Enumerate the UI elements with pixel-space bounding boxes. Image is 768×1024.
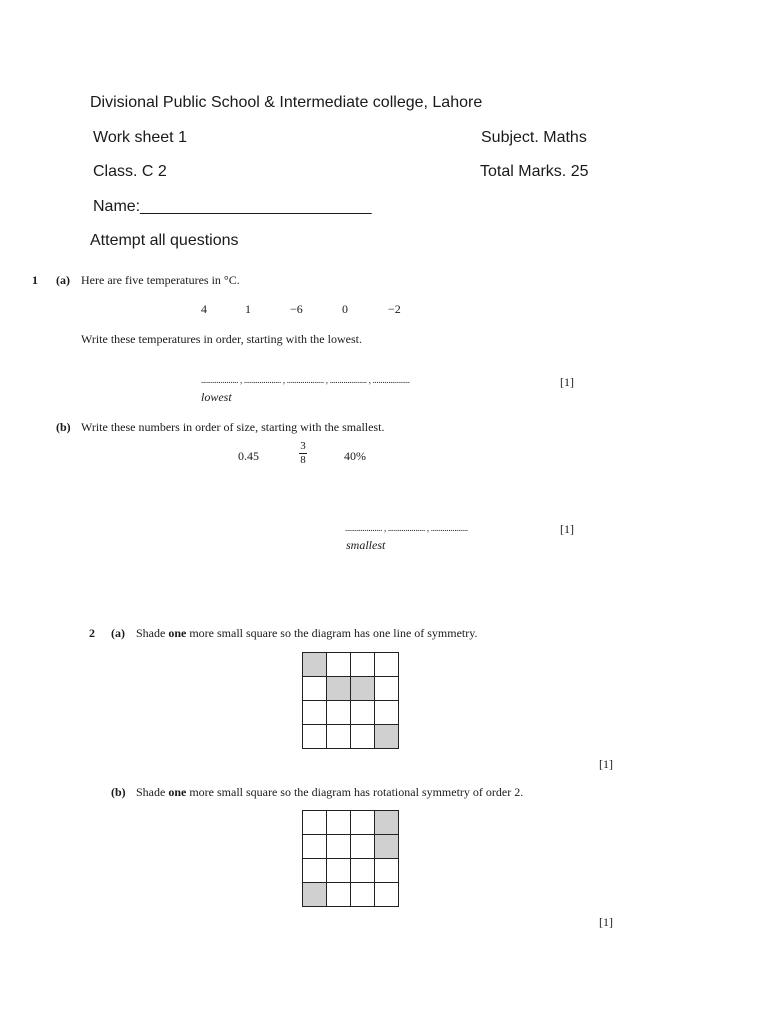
temp-5: −2 bbox=[388, 302, 401, 316]
grid-a-cell-1-0[interactable] bbox=[303, 677, 327, 701]
total-marks-label: Total Marks. 25 bbox=[480, 163, 589, 180]
q1a-answer-line: ................... , ................... , ................... , ................... , ................... bbox=[201, 375, 410, 385]
grid-b-cell-0-3[interactable] bbox=[375, 811, 399, 835]
grid-b-cell-1-0[interactable] bbox=[303, 835, 327, 859]
q1b-mark: [1] bbox=[560, 522, 574, 536]
q1a-hint: lowest bbox=[201, 390, 232, 404]
grid-a-cell-0-0[interactable] bbox=[303, 653, 327, 677]
q1b-answer-line: ................... , ................... , ................... bbox=[345, 523, 468, 533]
fraction-numerator: 3 bbox=[300, 440, 306, 452]
class-label: Class. C 2 bbox=[93, 163, 167, 180]
grid-b-cell-2-3[interactable] bbox=[375, 859, 399, 883]
temp-2: 1 bbox=[245, 302, 251, 316]
grid-a-cell-2-0[interactable] bbox=[303, 701, 327, 725]
q1a-label: (a) bbox=[56, 273, 70, 287]
grid-b-cell-0-0[interactable] bbox=[303, 811, 327, 835]
q1a-mark: [1] bbox=[560, 375, 574, 389]
q2b-prompt-pre: Shade bbox=[136, 785, 169, 799]
grid-a-cell-3-2[interactable] bbox=[351, 725, 375, 749]
q1b-hint: smallest bbox=[346, 538, 386, 552]
name-field: Name:__________________________ bbox=[93, 198, 372, 215]
grid-b-cell-1-1[interactable] bbox=[327, 835, 351, 859]
q1b-label: (b) bbox=[56, 420, 71, 434]
grid-b-cell-3-2[interactable] bbox=[351, 883, 375, 907]
school-title: Divisional Public School & Intermediate college, Lahore bbox=[90, 94, 483, 111]
grid-b-cell-0-1[interactable] bbox=[327, 811, 351, 835]
subject-label: Subject. Maths bbox=[481, 129, 587, 146]
temp-1: 4 bbox=[201, 302, 207, 316]
value-decimal: 0.45 bbox=[238, 449, 259, 463]
grid-a-cell-1-2[interactable] bbox=[351, 677, 375, 701]
q2b-mark: [1] bbox=[599, 915, 613, 929]
grid-a-cell-0-1[interactable] bbox=[327, 653, 351, 677]
q2a-prompt-pre: Shade bbox=[136, 626, 169, 640]
q2b-prompt-post: more small square so the diagram has rotational symmetry of order 2. bbox=[186, 785, 524, 799]
grid-b-cell-1-2[interactable] bbox=[351, 835, 375, 859]
grid-a-cell-0-2[interactable] bbox=[351, 653, 375, 677]
temp-3: −6 bbox=[290, 302, 303, 316]
grid-a-cell-3-0[interactable] bbox=[303, 725, 327, 749]
q1-number: 1 bbox=[32, 273, 38, 287]
grid-b-cell-0-2[interactable] bbox=[351, 811, 375, 835]
symmetry-grid-a[interactable] bbox=[302, 652, 399, 749]
fraction-denominator: 8 bbox=[300, 454, 306, 466]
grid-b-cell-2-1[interactable] bbox=[327, 859, 351, 883]
value-fraction bbox=[299, 441, 307, 468]
q2a-prompt-bold: one bbox=[168, 626, 187, 640]
grid-a-cell-1-3[interactable] bbox=[375, 677, 399, 701]
instruction-text: Attempt all questions bbox=[90, 232, 239, 249]
q2a-prompt bbox=[136, 626, 477, 641]
q2b-label: (b) bbox=[111, 785, 126, 799]
q1b-prompt: Write these numbers in order of size, starting with the smallest. bbox=[81, 420, 385, 434]
grid-b-cell-2-0[interactable] bbox=[303, 859, 327, 883]
grid-a-cell-3-1[interactable] bbox=[327, 725, 351, 749]
temp-4: 0 bbox=[342, 302, 348, 316]
q1a-instruction: Write these temperatures in order, starting with the lowest. bbox=[81, 332, 362, 346]
grid-a-cell-0-3[interactable] bbox=[375, 653, 399, 677]
grid-b-cell-1-3[interactable] bbox=[375, 835, 399, 859]
grid-a-cell-2-2[interactable] bbox=[351, 701, 375, 725]
value-percent: 40% bbox=[344, 449, 366, 463]
q2b-prompt-bold: one bbox=[168, 785, 187, 799]
grid-b-cell-3-0[interactable] bbox=[303, 883, 327, 907]
worksheet-label: Work sheet 1 bbox=[93, 129, 187, 146]
grid-a-cell-1-1[interactable] bbox=[327, 677, 351, 701]
q1a-prompt: Here are five temperatures in °C. bbox=[81, 273, 240, 287]
grid-b-cell-2-2[interactable] bbox=[351, 859, 375, 883]
grid-a-cell-2-3[interactable] bbox=[375, 701, 399, 725]
grid-a-cell-2-1[interactable] bbox=[327, 701, 351, 725]
q2a-prompt-post: more small square so the diagram has one line of symmetry. bbox=[186, 626, 478, 640]
q2-number: 2 bbox=[89, 626, 95, 640]
q2a-mark: [1] bbox=[599, 757, 613, 771]
grid-b-cell-3-1[interactable] bbox=[327, 883, 351, 907]
grid-a-cell-3-3[interactable] bbox=[375, 725, 399, 749]
q2a-label: (a) bbox=[111, 626, 125, 640]
symmetry-grid-b[interactable] bbox=[302, 810, 399, 907]
q2b-prompt bbox=[136, 785, 523, 800]
grid-b-cell-3-3[interactable] bbox=[375, 883, 399, 907]
